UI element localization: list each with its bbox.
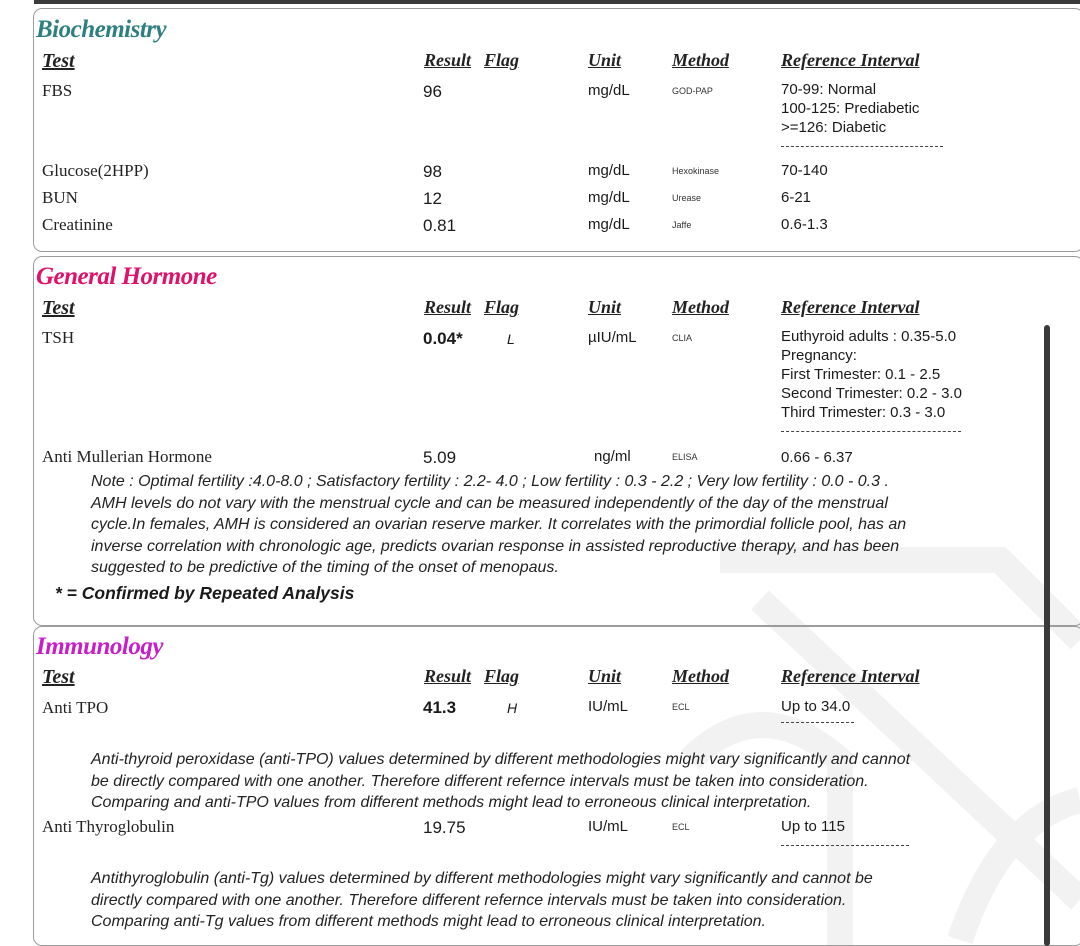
- reference-line: 0.66 - 6.37: [781, 449, 853, 466]
- result-value: 98: [423, 162, 442, 181]
- header-test: Test: [42, 297, 75, 319]
- note-line: AMH levels do not vary with the menstrual cycle and can be measured independently of the day of the menstrual: [91, 494, 888, 512]
- vertical-scrollbar[interactable]: [1044, 325, 1050, 946]
- reference-line: 0.6-1.3: [781, 216, 828, 233]
- reference-line: Pregnancy:: [781, 347, 857, 364]
- note-line: directly compared with one another. Therefore different refernce intervals must be taken into consideration.: [91, 891, 847, 909]
- method: Jaffe: [672, 220, 692, 230]
- test-name: TSH: [42, 328, 75, 347]
- reference-line: Third Trimester: 0.3 - 3.0: [781, 404, 946, 421]
- result-value: 19.75: [423, 818, 466, 837]
- reference-line: 100-125: Prediabetic: [781, 100, 920, 117]
- test-name: Glucose(2HPP): [42, 161, 149, 180]
- immunology-title: Immunology: [36, 633, 163, 660]
- header-method: Method: [672, 297, 730, 317]
- note-line: Note : Optimal fertility :4.0-8.0 ; Satisfactory fertility : 2.2- 4.0 ; Low fertility : 0.3 - 2.2 ; Very low fertility : 0.0 - 0.3 .: [91, 473, 889, 490]
- note-line: suggested to be predictive of the timing of the onset of menopaus.: [91, 559, 559, 576]
- note-line: cycle.In females, AMH is considered an ovarian reserve marker. It correlates with the primordial follicle pool, has an: [91, 516, 907, 533]
- hormone-title: General Hormone: [36, 263, 217, 290]
- reference-line: 6-21: [781, 189, 812, 206]
- header-result: Result: [424, 297, 472, 317]
- reference-line: 70-140: [781, 162, 828, 179]
- unit: IU/mL: [588, 698, 629, 715]
- unit: IU/mL: [588, 818, 629, 835]
- divider: [781, 431, 961, 432]
- reference-line: Up to 115: [781, 818, 845, 835]
- method: Urease: [672, 193, 702, 203]
- method: CLIA: [672, 333, 693, 343]
- unit: µIU/mL: [588, 329, 637, 346]
- biochemistry-panel: [33, 8, 1080, 252]
- test-name: Anti TPO: [42, 698, 109, 717]
- confirmed-legend: * = Confirmed by Repeated Analysis: [55, 583, 355, 603]
- reference-line: Up to 34.0: [781, 698, 851, 715]
- header-flag: Flag: [484, 297, 520, 317]
- reference-line: Second Trimester: 0.2 - 3.0: [781, 385, 962, 402]
- result-value: 0.81: [423, 216, 457, 235]
- method: ECL: [672, 702, 690, 712]
- reference-line: 70-99: Normal: [781, 81, 877, 98]
- result-value: 5.09: [423, 448, 457, 467]
- header-unit: Unit: [588, 50, 622, 70]
- method: GOD-PAP: [672, 86, 713, 96]
- divider: [781, 722, 854, 723]
- header-unit: Unit: [588, 297, 622, 317]
- header-reference: Reference Interval: [781, 50, 920, 70]
- header-reference: Reference Interval: [781, 666, 920, 686]
- header-flag: Flag: [484, 50, 520, 70]
- test-name: Anti Mullerian Hormone: [42, 447, 212, 466]
- unit: mg/dL: [588, 216, 630, 233]
- reference-line: >=126: Diabetic: [781, 119, 887, 136]
- result-value: 12: [423, 189, 442, 208]
- header-test: Test: [42, 50, 75, 72]
- note-line: inverse correlation with chronologic age, predicts ovarian response in assisted reproductive therapy, and has been: [91, 537, 900, 555]
- result-value: 41.3: [423, 698, 457, 717]
- header-method: Method: [672, 666, 730, 686]
- header-method: Method: [672, 50, 730, 70]
- unit: mg/dL: [588, 82, 630, 99]
- unit: ng/ml: [594, 448, 631, 465]
- flag: L: [507, 331, 515, 347]
- note-line: be directly compared with one another. Therefore different refernce intervals must be taken into consideration.: [91, 772, 869, 790]
- method: ELISA: [672, 452, 698, 462]
- header-result: Result: [424, 50, 472, 70]
- header-flag: Flag: [484, 666, 520, 686]
- biochemistry-title: Biochemistry: [36, 16, 167, 43]
- reference-line: First Trimester: 0.1 - 2.5: [781, 366, 941, 383]
- divider: [781, 146, 943, 147]
- header-test: Test: [42, 666, 75, 688]
- tpo-note: [91, 749, 1051, 814]
- flag: H: [507, 700, 518, 716]
- header-unit: Unit: [588, 666, 622, 686]
- test-name: Anti Thyroglobulin: [42, 817, 175, 836]
- result-value: 96: [423, 82, 442, 101]
- header-reference: Reference Interval: [781, 297, 920, 317]
- note-line: Comparing and anti-TPO values from different methods might lead to erroneous clinical interpretation.: [91, 794, 812, 811]
- unit: mg/dL: [588, 189, 630, 206]
- tg-note: [91, 868, 1051, 933]
- method: ECL: [672, 822, 690, 832]
- test-name: FBS: [42, 81, 73, 100]
- method: Hexokinase: [672, 166, 720, 176]
- note-line: Antithyroglobulin (anti-Tg) values determined by different methodologies might vary significantly and cannot be: [91, 870, 873, 887]
- test-name: Creatinine: [42, 215, 113, 234]
- reference-line: Euthyroid adults : 0.35-5.0: [781, 328, 957, 345]
- unit: mg/dL: [588, 162, 630, 179]
- result-value: 0.04*: [423, 329, 463, 348]
- top-border: [34, 0, 1080, 4]
- header-result: Result: [424, 666, 472, 686]
- note-line: Comparing anti-Tg values from different methods might lead to erroneous clinical interpretation.: [91, 913, 766, 930]
- amh-note: [91, 471, 1051, 579]
- test-name: BUN: [42, 188, 78, 207]
- note-line: Anti-thyroid peroxidase (anti-TPO) values determined by different methodologies might vary significantly and cannot: [91, 751, 911, 768]
- divider: [781, 845, 909, 846]
